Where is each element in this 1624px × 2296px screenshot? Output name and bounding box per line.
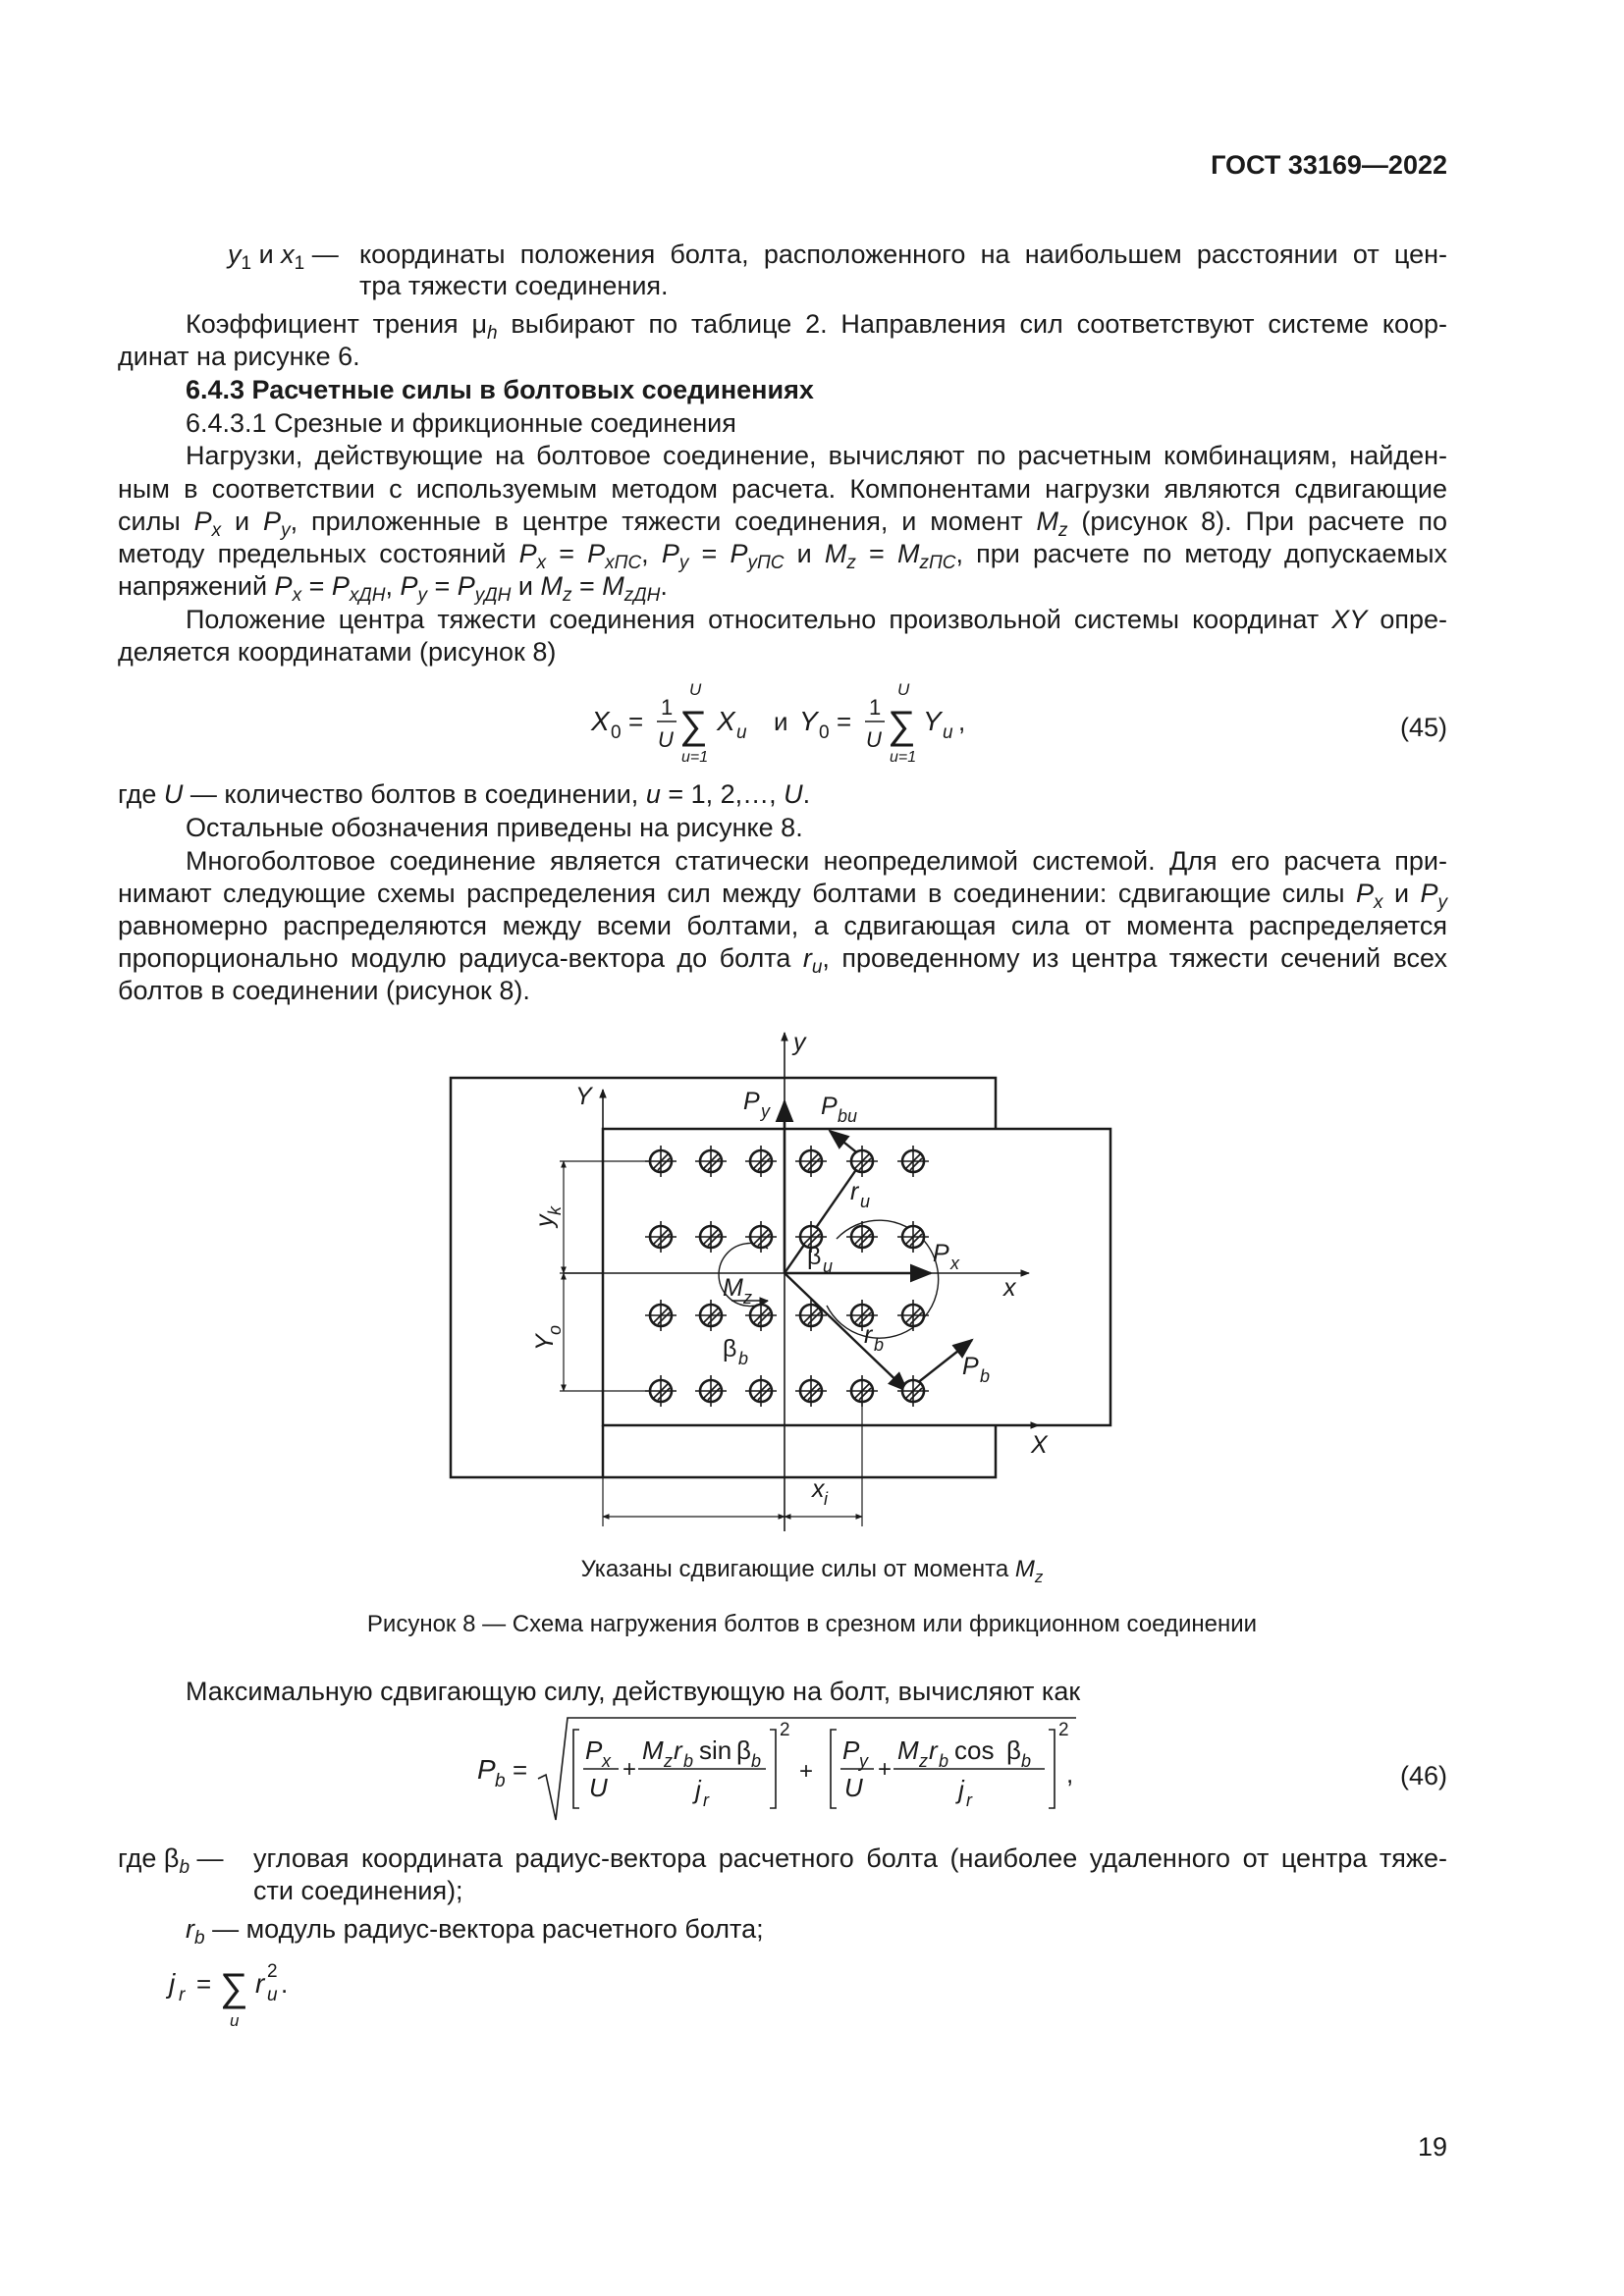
def-y1-x1-line2: тра тяжести соединения. xyxy=(359,271,669,300)
label-yk-sub: k xyxy=(545,1206,565,1215)
label-Py-sub: y xyxy=(761,1101,770,1121)
def-beta-b-symbol: где $\beta_b$ — xyxy=(118,1843,224,1878)
center-line2: деляется координатами (рисунок 8) xyxy=(118,637,557,667)
rest-notation-line: Остальные обозначения приведены на рисунке 8. xyxy=(186,813,803,842)
f46-r2: r xyxy=(929,1735,938,1765)
jr-r-sup: 2 xyxy=(267,1961,278,1982)
jr-dot: . xyxy=(281,1969,289,1999)
label-beta-b-sub: b xyxy=(738,1349,749,1368)
f46-rbracket1 xyxy=(770,1730,776,1808)
document-code: ГОСТ 33169—2022 xyxy=(1211,150,1447,180)
f45-sum1-top: U xyxy=(689,680,702,699)
label-y-axis: y xyxy=(793,1029,806,1056)
label-Px-sub: x xyxy=(950,1254,959,1273)
multibolt-line5: болтов в соединении (рисунок 8). xyxy=(118,976,530,1005)
jr-u: u xyxy=(230,2011,240,2030)
f46-cos: cos xyxy=(954,1735,995,1765)
f46-j1: j xyxy=(695,1775,701,1804)
figure-note: Указаны сдвигающие силы от момента $M_z$ xyxy=(580,1556,1044,1586)
label-Yo-sub: o xyxy=(545,1324,565,1335)
label-Mz-sub: z xyxy=(743,1288,752,1308)
page-number: 19 xyxy=(1417,2132,1447,2162)
loads-line4: методу предельных состояний $P_x = P_{xПС}$, $P_y = P_{yПС}$ и $M_z = M_{zПС}$, при расчете по методу допускаемых xyxy=(118,539,1447,573)
f45-den2: U xyxy=(866,727,882,752)
def-jr-formula xyxy=(165,1953,312,2032)
max-force-intro: Максимальную сдвигающую силу, действующую на болт, вычисляют как xyxy=(186,1677,1081,1706)
multibolt-line4: пропорционально модулю радиуса-вектора до болта $r_u$, проведенному из центра тяжести сечений всех xyxy=(118,943,1447,978)
f46-Mz1-sub: z xyxy=(664,1751,673,1771)
jr-r: r xyxy=(255,1968,265,1999)
f45-Y: Y xyxy=(799,706,818,736)
label-Pb: P xyxy=(962,1353,979,1380)
label-ru-sub: u xyxy=(860,1192,871,1211)
f46-U1: U xyxy=(589,1773,608,1802)
subsection-heading: 6.4.3.1 Срезные и фрикционные соединения xyxy=(186,408,736,438)
loads-line1: Нагрузки, действующие на болтовое соединение, вычисляют по расчетным комбинациям, найден- xyxy=(186,441,1447,470)
f46-beta2-sub: b xyxy=(1021,1751,1032,1771)
def-beta-b-line1: угловая координата радиус-вектора расчетного болта (наиболее удаленного от центра тяже- xyxy=(253,1843,1447,1873)
f46-sin: sin xyxy=(699,1735,732,1765)
f45-X: X xyxy=(591,706,610,736)
def-beta-b-line2: сти соединения); xyxy=(253,1876,463,1905)
f46-lbracket1 xyxy=(573,1730,579,1808)
f46-Py: P xyxy=(842,1735,860,1765)
f45-num1: 1 xyxy=(661,695,674,720)
label-xi-sub: i xyxy=(824,1489,828,1509)
f46-j1-sub: r xyxy=(703,1790,709,1810)
f46-rbracket2 xyxy=(1049,1730,1055,1808)
f45-sum2-bottom: u=1 xyxy=(890,749,917,766)
jr-sigma: ∑ xyxy=(220,1966,248,2009)
label-Y-axis: Y xyxy=(575,1083,592,1110)
f45-den1: U xyxy=(658,727,674,752)
f46-eq: = xyxy=(513,1755,528,1785)
f45-sum2-top: U xyxy=(897,680,910,699)
f46-lbracket2 xyxy=(831,1730,837,1808)
f46-plus3: + xyxy=(878,1756,893,1783)
f45-Yu: Y xyxy=(923,706,942,736)
friction-paragraph-line2: динат на рисунке 6. xyxy=(118,342,360,371)
f45-sigma1: ∑ xyxy=(679,704,708,747)
label-beta-u: β xyxy=(807,1243,822,1270)
loads-line3: силы $P_x$ и $P_y$, приложенные в центре тяжести соединения, и момент $M_z$ (рисунок 8). При расчете по xyxy=(118,507,1447,541)
f45-sum1-bottom: u=1 xyxy=(681,749,709,766)
f46-comma: , xyxy=(1066,1759,1074,1789)
f46-j2-sub: r xyxy=(966,1790,972,1810)
figure-caption: Рисунок 8 — Схема нагружения болтов в срезном или фрикционном соединении xyxy=(366,1611,1258,1637)
label-ru: r xyxy=(850,1178,859,1205)
multibolt-line1: Многоболтовое соединение является статически неопределимой системой. Для его расчета при- xyxy=(186,846,1447,876)
center-line1: Положение центра тяжести соединения относительно произвольной системы координат XY опре- xyxy=(186,605,1447,634)
label-X-axis: X xyxy=(1031,1431,1048,1459)
label-xi: x xyxy=(812,1475,825,1503)
where-U-line: где U — количество болтов в соединении, u = 1, 2,…, U. xyxy=(118,779,811,809)
f46-Px-sub: x xyxy=(602,1751,611,1771)
f46-Mz1: M xyxy=(642,1735,664,1765)
formula-46 xyxy=(461,1710,1090,1828)
label-Pb-sub: b xyxy=(980,1366,991,1386)
jr-eq: = xyxy=(196,1969,212,1999)
formula-45-number: (45) xyxy=(1399,713,1447,742)
f46-r1: r xyxy=(674,1735,682,1765)
f46-P: P xyxy=(477,1754,496,1785)
f46-Px: P xyxy=(585,1735,603,1765)
f45-Yu-sub: u xyxy=(943,722,953,743)
label-rb: r xyxy=(864,1321,873,1349)
f45-sigma2: ∑ xyxy=(888,704,916,747)
f45-Y-sub: 0 xyxy=(819,722,830,743)
section-heading: 6.4.3 Расчетные силы в болтовых соединениях xyxy=(186,375,814,404)
f46-Mz2-sub: z xyxy=(919,1751,928,1771)
def-y1-x1-symbols: $y_1$ и $x_1$ — xyxy=(228,240,339,274)
f45-X-sub: 0 xyxy=(611,722,622,743)
multibolt-line2: нимают следующие схемы распределения сил между болтами в соединении: сдвигающие силы $P_x$ и $P_y$ xyxy=(118,879,1447,913)
f46-P-sub: b xyxy=(495,1771,506,1791)
def-y1-x1-line1: координаты положения болта, расположенного на наибольшем расстоянии от цен- xyxy=(359,240,1447,269)
label-yk: y xyxy=(531,1214,559,1227)
formula-45 xyxy=(579,673,992,772)
f46-beta1: β xyxy=(736,1735,751,1765)
label-Px: P xyxy=(933,1240,949,1267)
jr-j: j xyxy=(169,1968,176,1999)
label-Pbu: P xyxy=(821,1093,838,1120)
loads-line5: напряжений $P_x = P_{xДН}$, $P_y = P_{yДН}$ и $M_z = M_{zДН}$. xyxy=(118,571,668,606)
f46-beta2: β xyxy=(1006,1735,1021,1765)
f46-Py-sub: y xyxy=(859,1751,868,1771)
f45-Xu: X xyxy=(717,706,735,736)
label-x-axis: x xyxy=(1003,1274,1016,1302)
figure-8-diagram xyxy=(432,1021,1139,1571)
f46-r1-sub: b xyxy=(683,1751,694,1771)
f46-beta1-sub: b xyxy=(751,1751,762,1771)
loads-line2: ным в соответствии с используемым методом расчета. Компонентами нагрузки являются сдвигающие xyxy=(118,474,1447,504)
label-Pbu-sub: bu xyxy=(838,1106,858,1126)
f45-eq2: = xyxy=(837,707,852,736)
f46-plus1: + xyxy=(623,1756,637,1783)
f45-eq1: = xyxy=(628,707,644,736)
label-Yo: Y xyxy=(531,1334,559,1351)
label-beta-b: β xyxy=(723,1335,737,1362)
jr-j-sub: r xyxy=(179,1985,186,2005)
jr-r-sub: u xyxy=(267,1985,278,2005)
friction-paragraph-line1: Коэффициент трения $\mu_h$ выбирают по таблице 2. Направления сил соответствуют системе коор- xyxy=(186,309,1448,344)
f46-sq1: 2 xyxy=(780,1720,790,1740)
multibolt-line3: равномерно распределяются между всеми болтами, а сдвигающая сила от момента распределяется xyxy=(118,911,1447,940)
label-rb-sub: b xyxy=(874,1335,885,1355)
f46-sq2: 2 xyxy=(1058,1720,1069,1740)
def-rb: $r_b$ — модуль радиус-вектора расчетного болта; xyxy=(186,1914,764,1949)
f46-Mz2: M xyxy=(897,1735,919,1765)
f46-r2-sub: b xyxy=(939,1751,949,1771)
formula-46-number: (46) xyxy=(1399,1761,1447,1790)
f46-plus2: + xyxy=(799,1758,814,1785)
label-Mz: M xyxy=(723,1274,743,1302)
f46-j2: j xyxy=(958,1775,964,1804)
f45-comma: , xyxy=(958,707,966,736)
f45-and: и xyxy=(774,707,788,736)
label-Py: P xyxy=(743,1088,760,1115)
f46-U2: U xyxy=(844,1773,863,1802)
f45-num2: 1 xyxy=(869,695,882,720)
f45-Xu-sub: u xyxy=(736,722,747,743)
label-beta-u-sub: u xyxy=(823,1256,834,1276)
